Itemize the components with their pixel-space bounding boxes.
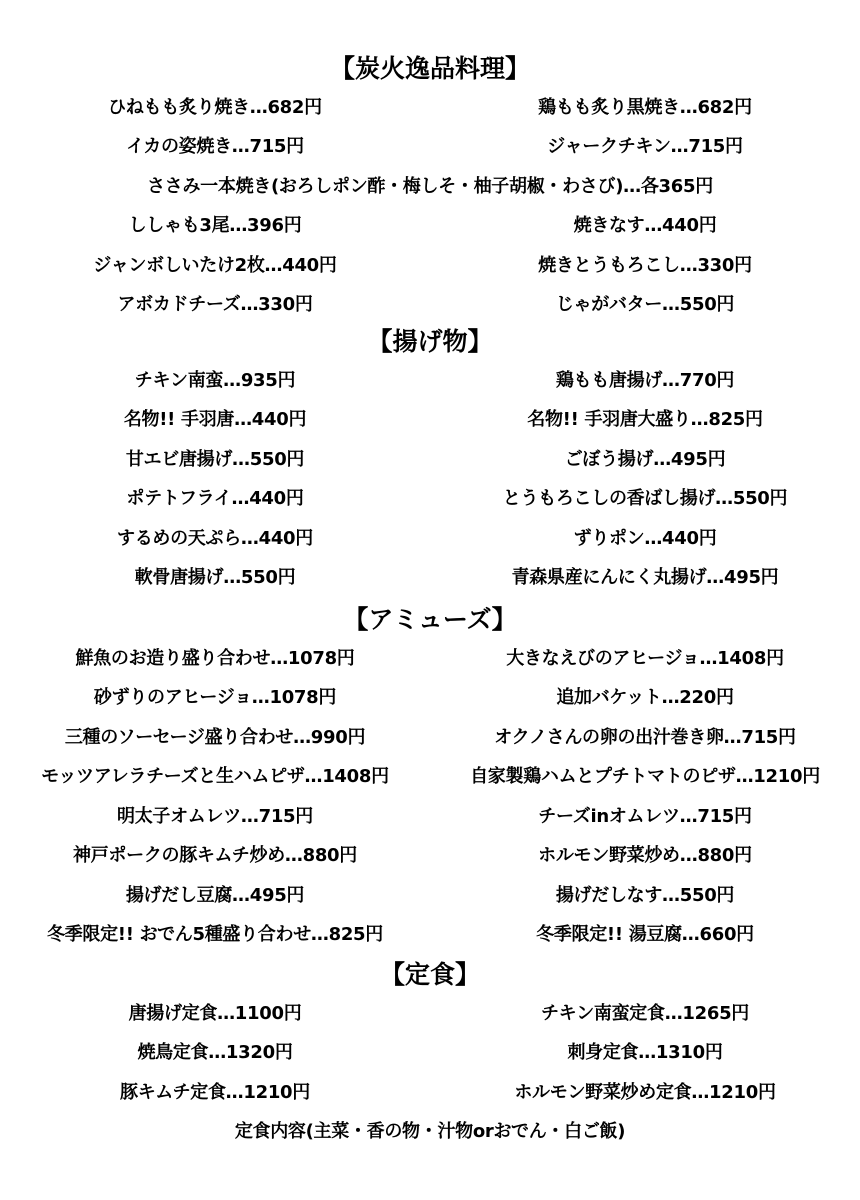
menu-item: 唐揚げ定食…1100円 <box>128 1002 302 1024</box>
section-charcoal-grill <box>0 52 860 325</box>
menu-item: チーズinオムレツ…715円 <box>538 805 752 827</box>
menu-item: 名物!! 手羽唐…440円 <box>123 409 307 431</box>
menu-item: ホルモン野菜炒め…880円 <box>538 845 752 867</box>
section-set-meal <box>0 958 860 1150</box>
menu-item: ジャンボしいたけ2枚…440円 <box>93 254 337 276</box>
menu-row <box>0 1111 860 1151</box>
menu-item: 三種のソーセージ盛り合わせ…990円 <box>64 726 366 748</box>
menu-item: 揚げだし豆腐…495円 <box>125 884 305 906</box>
menu-row <box>0 914 860 954</box>
section-heading: 【定食】 <box>379 960 480 989</box>
menu-item: 名物!! 手羽唐大盛り…825円 <box>527 409 763 431</box>
menu-row <box>0 86 860 126</box>
menu-item: 自家製鶏ハムとプチトマトのピザ…1210円 <box>470 766 820 788</box>
menu-item: 青森県産にんにく丸揚げ…495円 <box>511 567 779 589</box>
menu-item: 刺身定食…1310円 <box>567 1042 723 1064</box>
menu-item: 冬季限定!! おでん5種盛り合わせ…825円 <box>46 924 383 946</box>
menu-item: オクノさんの卵の出汁巻き卵…715円 <box>494 726 796 748</box>
menu-item: 鶏もも唐揚げ…770円 <box>555 369 735 391</box>
menu-list <box>0 359 860 596</box>
menu-row <box>0 874 860 914</box>
section-heading: 【揚げ物】 <box>367 327 493 356</box>
menu-row <box>0 1032 860 1072</box>
menu-item: ししゃも3尾…396円 <box>128 215 302 237</box>
menu-row <box>0 677 860 717</box>
menu-item: チキン南蛮定食…1265円 <box>540 1002 750 1024</box>
menu-row <box>0 795 860 835</box>
menu-item: アボカドチーズ…330円 <box>117 294 313 316</box>
menu-item: 焼きとうもろこし…330円 <box>538 254 752 276</box>
section-heading: 【炭火逸品料理】 <box>329 54 530 83</box>
menu-row <box>0 992 860 1032</box>
menu-item: 鮮魚のお造り盛り合わせ…1078円 <box>75 647 355 669</box>
menu-item: 焼鳥定食…1320円 <box>137 1042 293 1064</box>
menu-item: 明太子オムレツ…715円 <box>117 805 313 827</box>
menu-item: 冬季限定!! 湯豆腐…660円 <box>536 924 754 946</box>
menu-item: ごぼう揚げ…495円 <box>564 448 726 470</box>
menu-row <box>0 438 860 478</box>
menu-row <box>0 835 860 875</box>
menu-item: 大きなえびのアヒージョ…1408円 <box>506 647 784 669</box>
section-fried-food <box>0 325 860 603</box>
section-heading: 【アミューズ】 <box>343 605 517 634</box>
menu-item: するめの天ぷら…440円 <box>117 527 313 549</box>
menu-item: ジャークチキン…715円 <box>547 136 743 158</box>
menu-item: 揚げだしなす…550円 <box>555 884 735 906</box>
menu-item: とうもろこしの香ばし揚げ…550円 <box>502 488 788 510</box>
menu-row <box>0 557 860 597</box>
menu-item: 豚キムチ定食…1210円 <box>120 1081 310 1103</box>
menu-item: じゃがバター…550円 <box>555 294 735 316</box>
menu-item: イカの姿焼き…715円 <box>126 136 304 158</box>
menu-row <box>0 637 860 677</box>
set-meal-contents-note: 定食内容(主菜・香の物・汁物orおでん・白ご飯) <box>234 1121 626 1143</box>
menu-item: ポテトフライ…440円 <box>126 488 304 510</box>
section-amuse <box>0 603 860 958</box>
menu-row <box>0 359 860 399</box>
menu-item: 砂ずりのアヒージョ…1078円 <box>93 687 337 709</box>
menu-item: ひねもも炙り焼き…682円 <box>108 96 322 118</box>
menu-row <box>0 399 860 439</box>
menu-item: ずりポン…440円 <box>573 527 717 549</box>
menu-row <box>0 716 860 756</box>
menu-item: ホルモン野菜炒め定食…1210円 <box>514 1081 776 1103</box>
menu-item: モッツアレラチーズと生ハムピザ…1408円 <box>41 766 389 788</box>
menu-row <box>0 284 860 324</box>
menu-row <box>0 756 860 796</box>
menu-page <box>0 52 860 1150</box>
menu-list <box>0 86 860 323</box>
menu-item: 焼きなす…440円 <box>573 215 717 237</box>
menu-item: 鶏もも炙り黒焼き…682円 <box>538 96 752 118</box>
menu-row <box>0 478 860 518</box>
menu-item: 追加バケット…220円 <box>556 687 734 709</box>
menu-item: 神戸ポークの豚キムチ炒め…880円 <box>73 845 357 867</box>
menu-item: チキン南蛮…935円 <box>134 369 296 391</box>
menu-item: 軟骨唐揚げ…550円 <box>134 567 296 589</box>
menu-row <box>0 126 860 166</box>
menu-list <box>0 992 860 1150</box>
menu-item-wide: ささみ一本焼き(おろしポン酢・梅しそ・柚子胡椒・わさび)…各365円 <box>147 175 713 197</box>
menu-row <box>0 244 860 284</box>
menu-row <box>0 205 860 245</box>
menu-row <box>0 165 860 205</box>
menu-row <box>0 517 860 557</box>
menu-row <box>0 1071 860 1111</box>
menu-item: 甘エビ唐揚げ…550円 <box>125 448 305 470</box>
menu-list <box>0 637 860 953</box>
